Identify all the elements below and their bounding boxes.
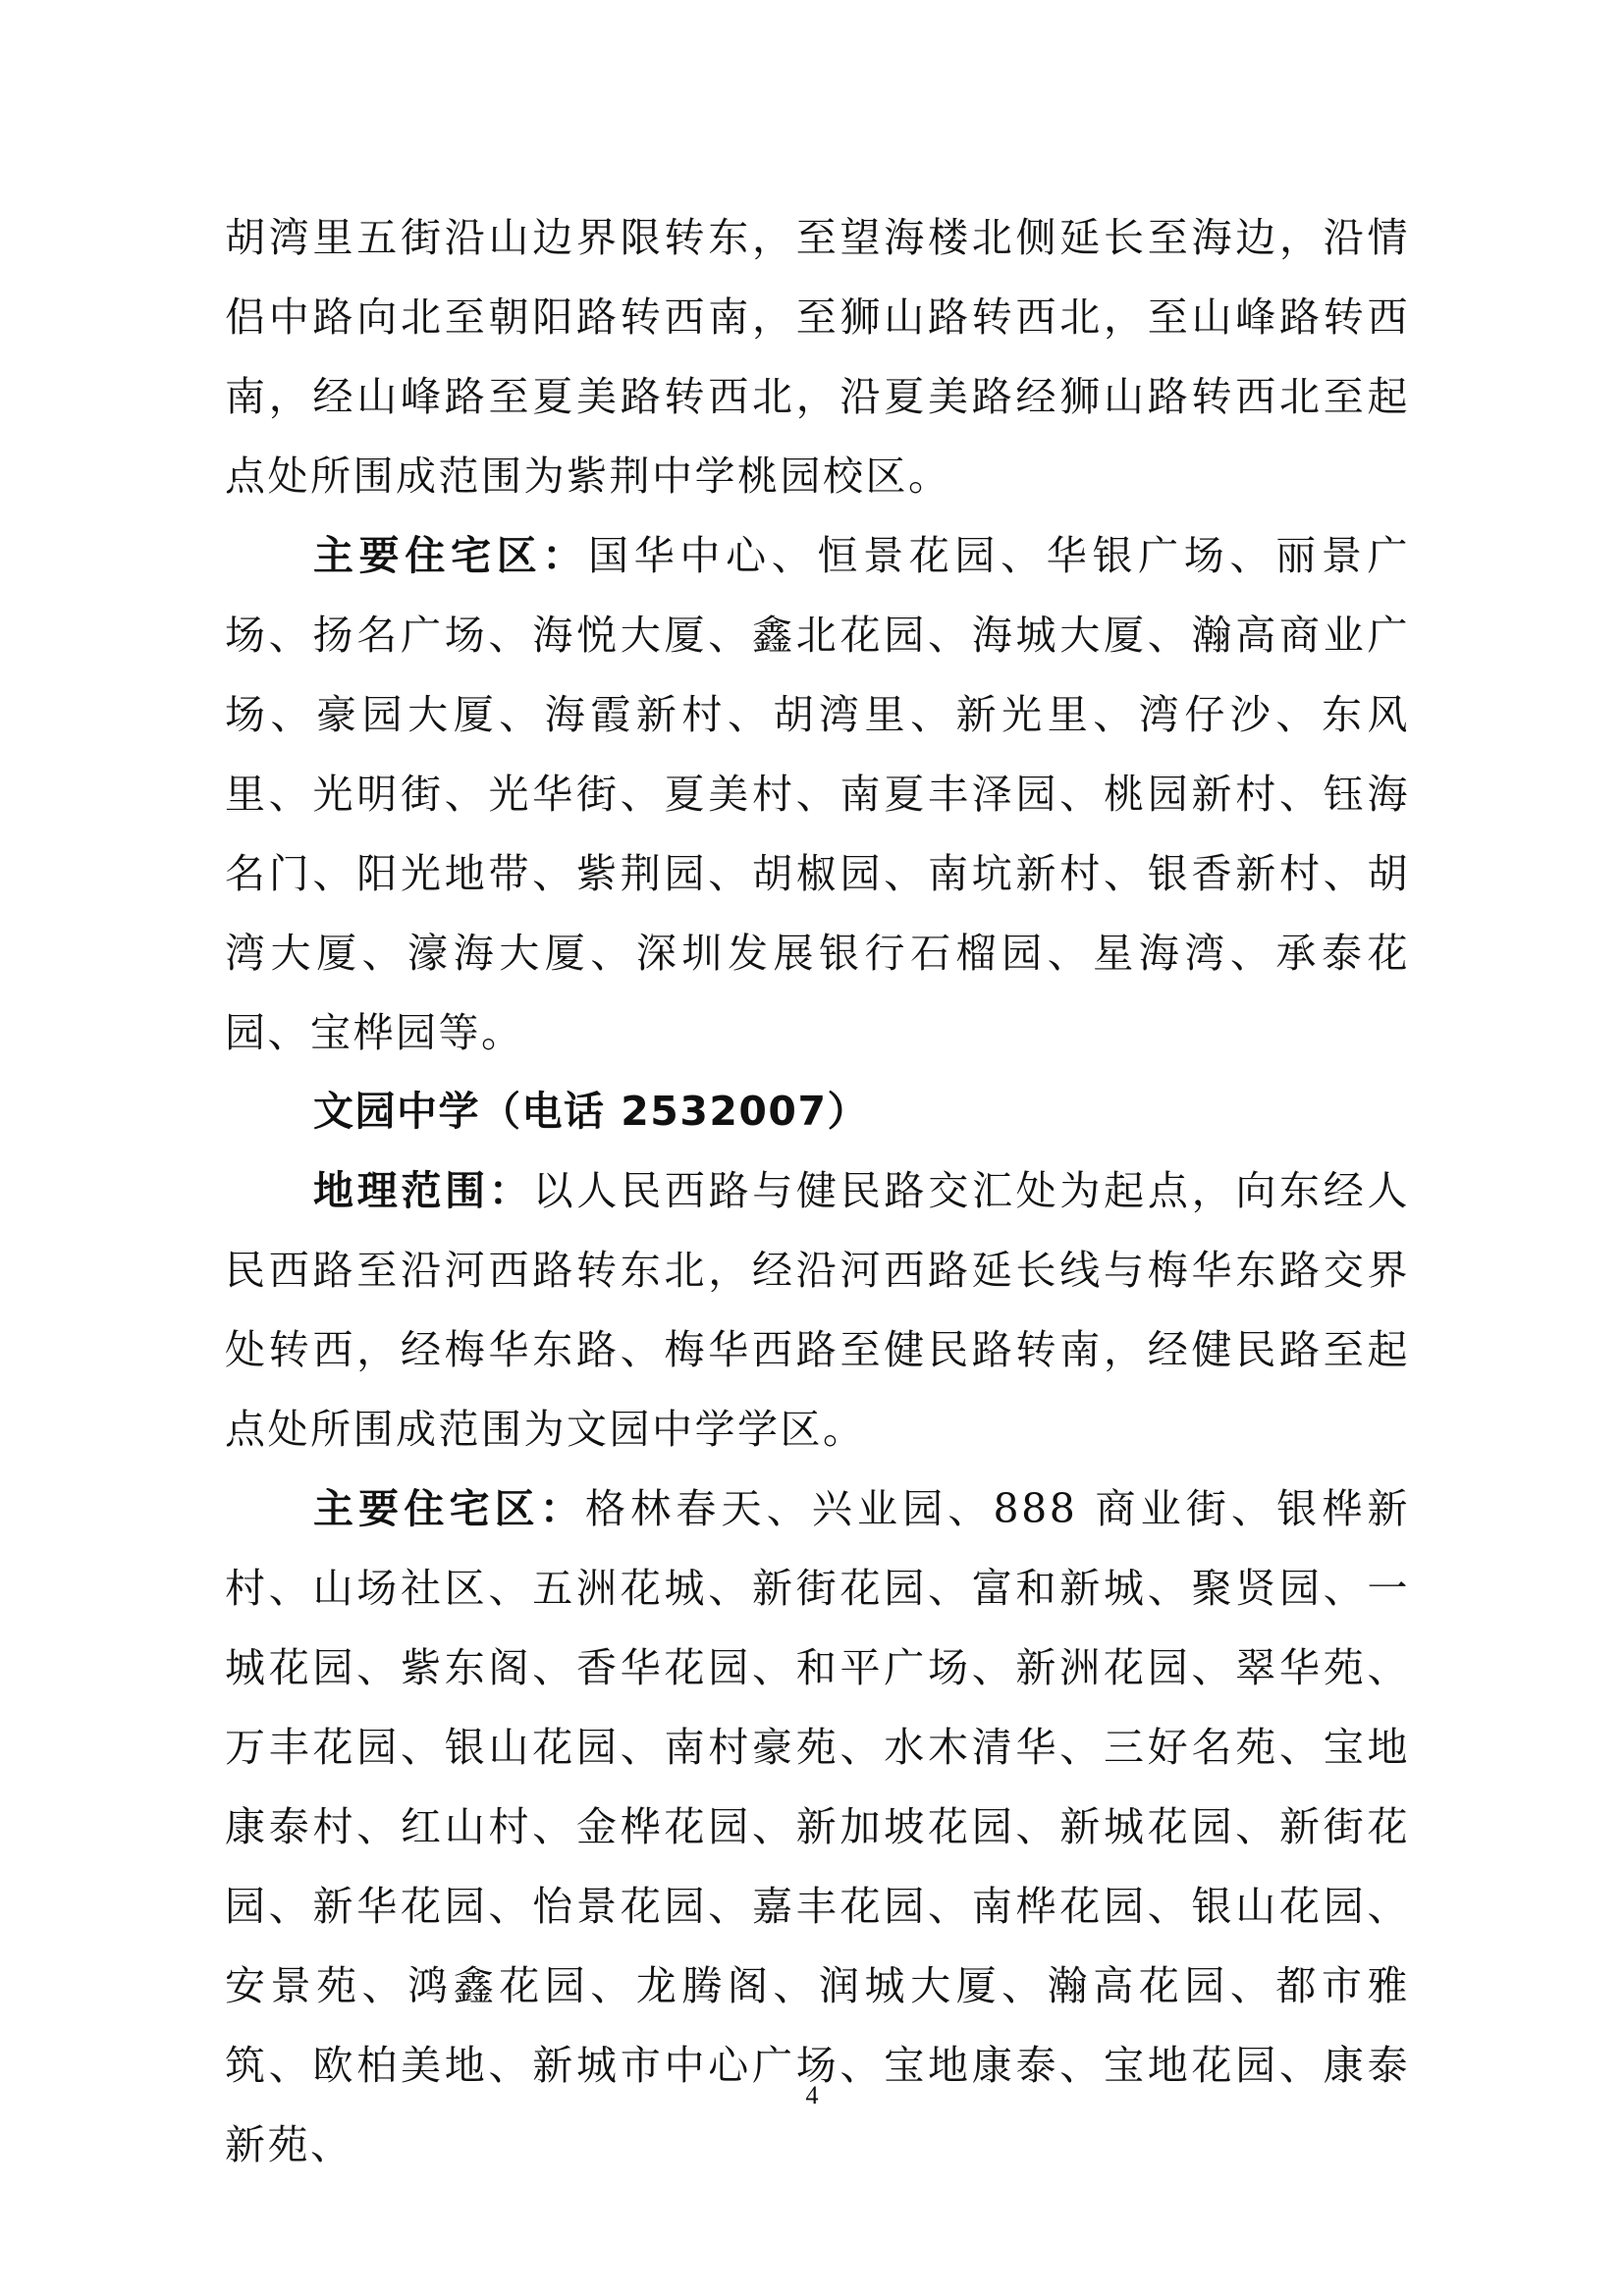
residential-area-paragraph-2: [225, 1469, 1410, 2185]
residential-label: 主要住宅区：: [313, 532, 589, 579]
residential-label: 主要住宅区：: [313, 1485, 586, 1532]
school-heading-wenyuan: 文园中学（电话 2532007）: [313, 1088, 869, 1135]
residential-list-text: 格林春天、兴业园、888 商业街、银桦新村、山场社区、五洲花城、新街花园、富和新城、聚贤园、一城花园、紫东阁、香华花园、和平广场、新洲花园、翠华苑、万丰花园、银山花园、南村豪苑、水木清华、三好名苑、宝地康泰村、红山村、金桦花园、新加坡花园、新城花园、新街花园、新华花园、怡景花园、嘉丰花园、南桦花园、银山花园、安景苑、鸿鑫花园、龙腾阁、润城大厦、瀚高花园、都市雅筑、欧柏美地、新城市中心广场、宝地康泰、宝地花园、康泰新苑、: [225, 1485, 1410, 2168]
range-label: 地理范围：: [313, 1167, 533, 1214]
range-continuation-text: 胡湾里五街沿山边界限转东，至望海楼北侧延长至海边，沿情侣中路向北至朝阳路转西南，至狮山路转西北，至山峰路转西南，经山峰路至夏美路转西北，沿夏美路经狮山路转西北至起点处所围成范围为紫荆中学桃园校区。: [225, 214, 1410, 500]
page-number: 4: [805, 2081, 819, 2109]
geographic-range-paragraph: [225, 1151, 1410, 1469]
residential-list-text: 国华中心、恒景花园、华银广场、丽景广场、扬名广场、海悦大厦、鑫北花园、海城大厦、瀚高商业广场、豪园大厦、海霞新村、胡湾里、新光里、湾仔沙、东风里、光明街、光华街、夏美村、南夏丰泽园、桃园新村、钰海名门、阳光地带、紫荆园、胡椒园、南坑新村、银香新村、胡湾大厦、濠海大厦、深圳发展银行石榴园、星海湾、承泰花园、宝桦园等。: [225, 532, 1411, 1056]
geographic-range-continuation: [225, 198, 1410, 516]
range-text: 以人民西路与健民路交汇处为起点，向东经人民西路至沿河西路转东北，经沿河西路延长线与梅华东路交界处转西，经梅华东路、梅华西路至健民路转南，经健民路至起点处所围成范围为文园中学学区。: [225, 1167, 1411, 1453]
residential-area-paragraph-1: [225, 516, 1410, 1073]
